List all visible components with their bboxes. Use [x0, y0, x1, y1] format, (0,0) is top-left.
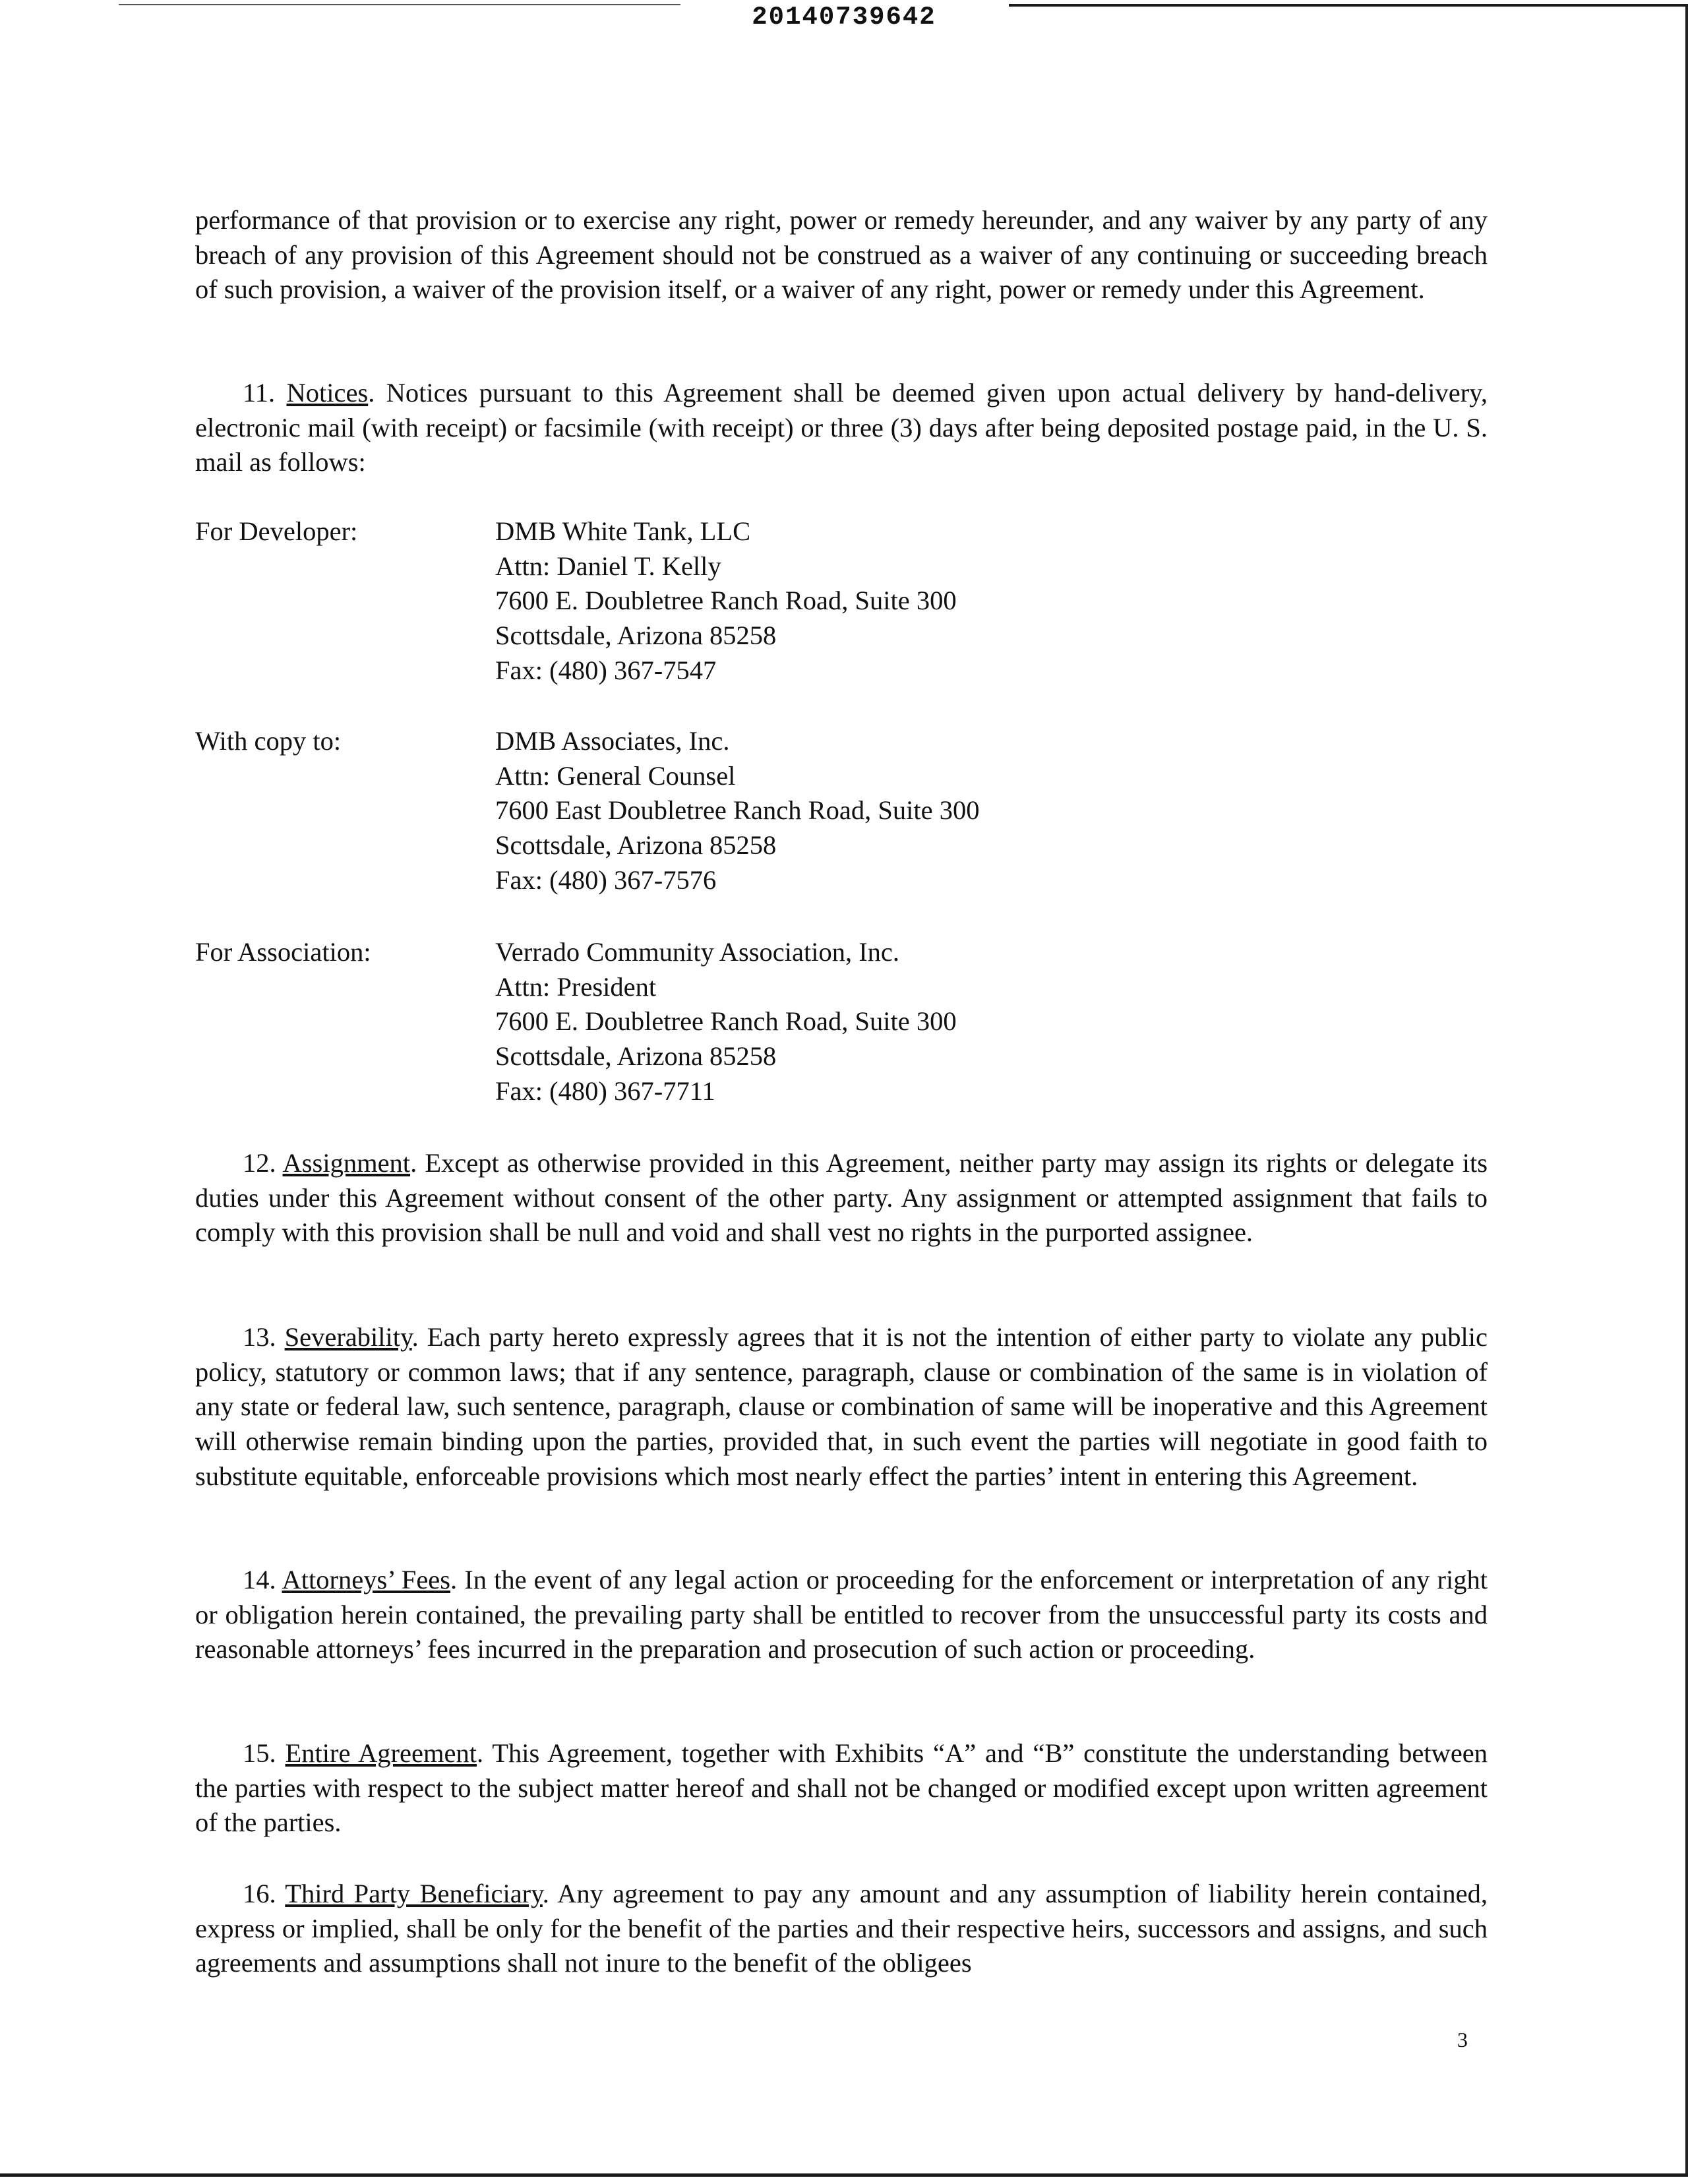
section-paragraph	[195, 1320, 1488, 1494]
section-paragraph	[195, 1563, 1488, 1667]
address-line: Fax: (480) 367-7576	[495, 864, 717, 895]
section-number: 13.	[243, 1322, 276, 1352]
address-label: For Developer:	[195, 516, 358, 546]
section-heading: Entire Agreement	[285, 1738, 477, 1768]
address-line: Scottsdale, Arizona 85258	[495, 830, 777, 861]
address-line: Attn: President	[495, 971, 657, 1002]
top-rule-left	[119, 4, 680, 5]
section-attorneys-fees	[195, 1563, 1488, 1667]
address-lines	[495, 514, 957, 688]
address-lines	[495, 724, 979, 897]
section-number: 16.	[243, 1879, 276, 1908]
section-paragraph	[195, 1736, 1488, 1840]
section-number: 15.	[243, 1738, 276, 1768]
section-heading: Severability	[284, 1322, 412, 1352]
address-lines	[495, 935, 957, 1108]
section-number: 12.	[243, 1148, 276, 1178]
address-line: DMB White Tank, LLC	[495, 516, 751, 546]
section-assignment	[195, 1146, 1488, 1250]
section-text: . In the event of any legal action or proceeding for the enforcement or interpretation of any right or obligation herein contained, the prevailing party shall be entitled to recover from the unsuccessful party its costs and reasonable attorneys’ fees incurred in the preparation and prosecution of such action or proceeding.	[195, 1565, 1488, 1664]
address-line: 7600 E. Doubletree Ranch Road, Suite 300	[495, 586, 957, 616]
section-number: 14.	[243, 1565, 276, 1594]
address-line: Attn: General Counsel	[495, 760, 736, 791]
address-line: Scottsdale, Arizona 85258	[495, 621, 777, 651]
paragraph-continuation	[195, 203, 1488, 307]
section-text: . Any agreement to pay any amount and any assumption of liability herein contained, express or implied, shall be only for the benefit of the parties and their respective heirs, successors and assigns, and such agreements and assumptions shall not inure to the benefit of the obligees	[195, 1879, 1488, 1978]
paragraph-text: performance of that provision or to exercise any right, power or remedy hereunder, and any waiver by any party of any breach of any provision of this Agreement should not be construed as a waiver of any continuing or succeeding breach of such provision, a waiver of the provision itself, or a waiver of any right, power or remedy under this Agreement.	[195, 205, 1488, 305]
section-text: . This Agreement, together with Exhibits “A” and “B” constitute the understanding between the parties with respect to the subject matter hereof and shall not be changed or modified except upon written agreement of the parties.	[195, 1738, 1488, 1838]
section-paragraph	[195, 1146, 1488, 1250]
section-number: 11.	[243, 378, 276, 408]
section-entire-agreement	[195, 1736, 1488, 1840]
section-notices	[195, 376, 1488, 480]
address-label: With copy to:	[195, 726, 342, 756]
section-text: . Each party hereto expressly agrees that it is not the intention of either party to violate any public policy, statutory or common laws; that if any sentence, paragraph, clause or combination of the same is in violation of any state or federal law, such sentence, paragraph, clause or combination of same will be inoperative and this Agreement will otherwise remain binding upon the parties, provided that, in such event the parties will negotiate in good faith to substitute equitable, enforceable provisions which most nearly effect the parties’ intent in entering this Agreement.	[195, 1322, 1488, 1491]
address-line: 7600 E. Doubletree Ranch Road, Suite 300	[495, 1006, 957, 1037]
section-severability	[195, 1320, 1488, 1494]
address-label: For Association:	[195, 937, 371, 967]
bottom-rule	[0, 2173, 1688, 2177]
section-text: . Except as otherwise provided in this Agreement, neither party may assign its rights or delegate its duties under this Agreement without consent of the other party. Any assignment or attempted assignment that fails to comply with this provision shall be null and void and shall vest no rights in the purported assignee.	[195, 1148, 1488, 1248]
section-heading: Attorneys’ Fees	[282, 1565, 451, 1594]
section-paragraph	[195, 376, 1488, 480]
section-heading: Assignment	[282, 1148, 411, 1178]
section-text: . Notices pursuant to this Agreement shall be deemed given upon actual delivery by hand-delivery, electronic mail (with receipt) or facsimile (with receipt) or three (3) days after being deposited postage paid, in the U. S. mail as follows:	[195, 378, 1488, 477]
section-heading: Notices	[286, 378, 369, 408]
top-rule-right	[1009, 4, 1688, 7]
address-line: Fax: (480) 367-7711	[495, 1076, 715, 1106]
document-number: 20140739642	[752, 3, 936, 32]
address-line: Fax: (480) 367-7547	[495, 655, 717, 685]
section-heading: Third Party Beneficiary	[285, 1879, 543, 1908]
section-paragraph	[195, 1877, 1488, 1981]
address-line: DMB Associates, Inc.	[495, 726, 730, 756]
address-line: Verrado Community Association, Inc.	[495, 937, 900, 967]
address-line: 7600 East Doubletree Ranch Road, Suite 300	[495, 795, 980, 826]
address-line: Attn: Daniel T. Kelly	[495, 551, 721, 581]
address-line: Scottsdale, Arizona 85258	[495, 1041, 777, 1072]
page-number: 3	[1457, 2028, 1468, 2051]
section-third-party	[195, 1877, 1488, 1981]
page-edge	[1685, 7, 1688, 2176]
